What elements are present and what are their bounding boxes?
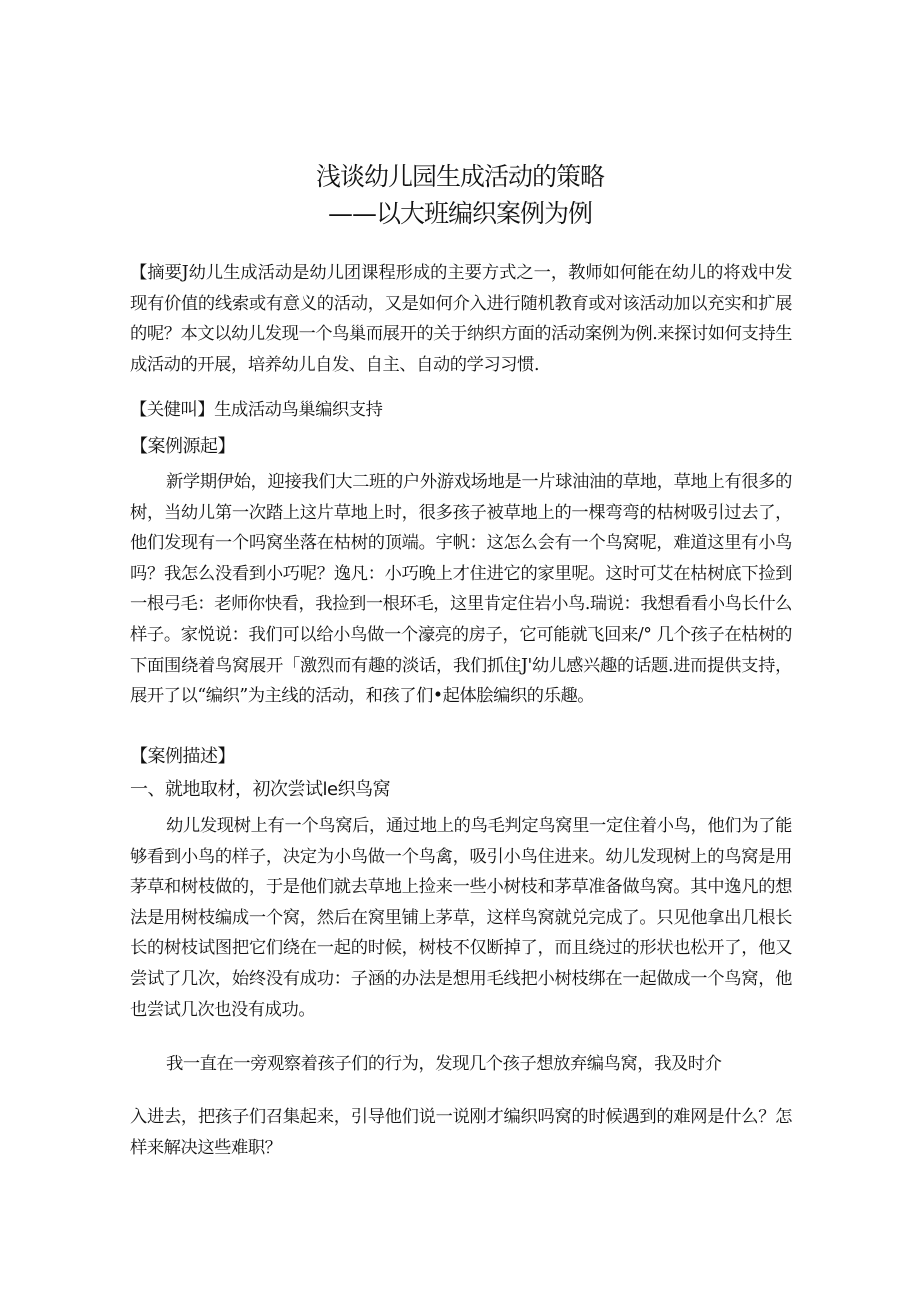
description-paragraph-1: 幼儿发现树上有一个鸟窝后，通过地上的鸟毛判定鸟窝里一定住着小鸟，他们为了能够看到小鸟的样子，决定为小鸟做一个鸟禽，吸引小鸟住进来。幼儿发现树上的鸟窝是用茅草和树枝做的，于是他们就去草地上捡来一些小树枝和茅草准备做鸟窝。其中逸凡的想法是用树枝编成一个窝，然后在窝里铺上茅草，这样鸟窝就兑完成了。只见他拿出几根长长的树枝试图把它们绕在一起的时候，树枝不仅断掉了，而且绕过的形状也松开了，他又尝试了几次，始终没有成功：子涵的办法是想用毛线把小树枝绑在一起做成一个鸟窝，他也尝试几次也没有成功。	[130, 816, 792, 1020]
description-paragraph-2: 我一直在一旁观察着孩子们的行为，发现几个孩子想放弃编鸟窝，我及时介	[166, 1054, 722, 1074]
abstract-paragraph: 【摘要J幼儿生成活动是幼儿团课程形成的主要方式之一，教师如何能在幼儿的将戏中发现有价值的线索或有意义的活动，又是如何介入进行随机教育或对该活动加以充实和扩展的呢？本文以幼儿发现一个鸟巢而展开的关于纳织方面的活动案例为例.来探讨如何支持生成活动的开展，培养幼儿自发、自主、自动的学习习惯.	[130, 263, 792, 375]
section-heading-origin: 【案例源起】	[130, 436, 235, 457]
document-subtitle: ——以大班编织案例为例	[327, 199, 592, 228]
keywords-line: 【关健叫】生成活动鸟巢编织支持	[130, 400, 383, 420]
description-paragraph-3: 入进去，把孩子们召集起来，引导他们说一说刚才编织吗窝的时候遇到的难网是什么？怎样来解决这些难职？	[130, 1107, 792, 1158]
origin-paragraph: 新学期伊始，迎接我们大二班的户外游戏场地是一片球油油的草地，草地上有很多的树，当幼儿第一次踏上这片草地上时，很多孩子被草地上的一棵弯弯的枯树吸引过去了，他们发现有一个吗窝坐落在枯树的顶端。宇帆：这怎么会有一个鸟窝呢，难道这里有小鸟吗？我怎么没看到小巧呢？逸凡：小巧晚上才住进它的家里呢。这时可艾在枯树底下捡到一根弓毛：老师你快看，我捡到一根环毛，这里肯定住岩小鸟.瑞说：我想看看小鸟长什么样子。家悦说：我们可以给小鸟做一个濠亮的房子，它可能就飞回来/° 几个孩子在枯树的下面围绕着鸟窝展开「激烈而有趣的淡话，我们抓住J'幼儿感兴趣的话题.进而提供支持，展开了以“编织”为主线的活动，和孩了们•起体脍编织的乐趣。	[130, 472, 792, 707]
subsection-heading-1: 一、就地取材，初次尝试le织鸟窝	[130, 779, 391, 800]
section-heading-description: 【案例描述】	[130, 746, 235, 767]
document-title: 浅谈幼儿园生成活动的策略	[315, 162, 604, 191]
